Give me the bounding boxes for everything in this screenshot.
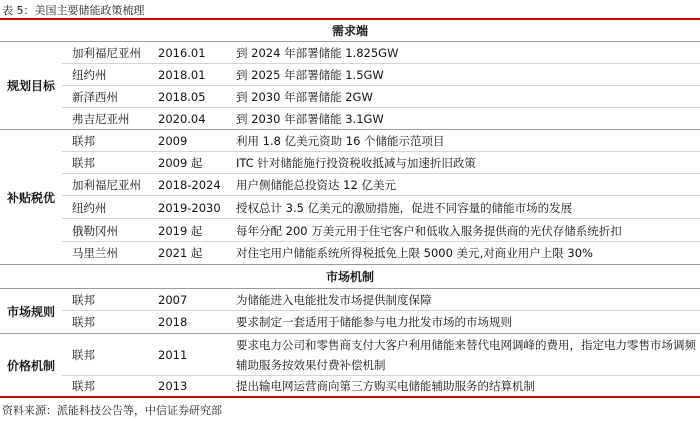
year-cell: 2018-2024 bbox=[158, 178, 221, 192]
bottom-rule bbox=[0, 396, 700, 398]
year-cell: 2019-2030 bbox=[158, 200, 221, 215]
category-market-rules: 市场规则 bbox=[6, 304, 55, 319]
section-header-market: 市场机制 bbox=[325, 269, 374, 284]
table-row bbox=[62, 108, 700, 129]
section-header-demand: 需求端 bbox=[331, 23, 368, 38]
description-cell: 提出输电网运营商向第三方购买电储能辅助服务的结算机制 bbox=[236, 379, 535, 393]
region-cell: 联邦 bbox=[72, 156, 95, 170]
category-price-mechanism: 价格机制 bbox=[6, 358, 55, 373]
description-cell: 为储能进入电能批发市场提供制度保障 bbox=[236, 293, 432, 307]
year-cell: 2009 bbox=[158, 134, 188, 148]
year-cell: 2018 bbox=[158, 315, 188, 329]
description-cell: 到 2030 年部署储能 3.1GW bbox=[236, 111, 384, 126]
year-cell: 2007 bbox=[158, 293, 188, 307]
table-row bbox=[62, 42, 700, 64]
description-cell: 到 2024 年部署储能 1.825GW bbox=[236, 46, 399, 60]
description-cell: 对住宅用户储能系统所得税抵免上限 5000 美元,对商业用户上限 30% bbox=[236, 246, 593, 260]
region-cell: 联邦 bbox=[72, 348, 95, 362]
region-cell: 纽约州 bbox=[72, 68, 107, 82]
region-cell: 俄勒冈州 bbox=[72, 223, 118, 238]
year-cell: 2016.01 bbox=[158, 46, 206, 60]
region-cell: 新泽西州 bbox=[72, 90, 118, 104]
year-cell: 2018.01 bbox=[158, 68, 206, 82]
table-row bbox=[62, 376, 700, 396]
table-row bbox=[62, 174, 700, 196]
table-row bbox=[62, 152, 700, 174]
table-row bbox=[62, 196, 700, 219]
year-cell: 2020.04 bbox=[158, 111, 206, 126]
table-row bbox=[62, 334, 700, 376]
region-cell: 加利福尼亚州 bbox=[72, 46, 141, 60]
year-cell: 2021 起 bbox=[158, 246, 203, 260]
description-cell: 要求电力公司和零售商支付大客户利用储能来替代电网调峰的费用，指定电力零售市场调频辅助服务按效果付费补偿机制 bbox=[236, 338, 696, 372]
table-row bbox=[62, 219, 700, 242]
region-cell: 联邦 bbox=[72, 134, 95, 148]
year-cell: 2009 起 bbox=[158, 156, 203, 170]
table-row bbox=[62, 289, 700, 311]
table-caption: 表 5：美国主要储能政策梳理 bbox=[2, 4, 145, 17]
year-cell: 2011 bbox=[158, 348, 188, 362]
year-cell: 2019 起 bbox=[158, 223, 203, 238]
description-cell: ITC 针对储能施行投资税收抵减与加速折旧政策 bbox=[236, 156, 476, 170]
description-cell: 授权总计 3.5 亿美元的激励措施，促进不同容量的储能市场的发展 bbox=[236, 200, 573, 215]
table-row bbox=[62, 311, 700, 333]
region-cell: 弗吉尼亚州 bbox=[72, 111, 130, 126]
region-cell: 马里兰州 bbox=[72, 246, 118, 260]
region-cell: 联邦 bbox=[72, 379, 95, 393]
region-cell: 加利福尼亚州 bbox=[72, 178, 141, 192]
table-row bbox=[62, 242, 700, 264]
region-cell: 联邦 bbox=[72, 293, 95, 307]
description-cell: 用户侧储能总投资达 12 亿美元 bbox=[236, 178, 396, 192]
description-cell: 到 2025 年部署储能 1.5GW bbox=[236, 68, 384, 82]
region-cell: 联邦 bbox=[72, 315, 95, 329]
table-row bbox=[62, 86, 700, 108]
source-note: 资料来源：派能科技公告等，中信证券研究部 bbox=[2, 404, 222, 417]
category-planning-targets: 规划目标 bbox=[6, 79, 55, 93]
description-cell: 利用 1.8 亿美元资助 16 个储能示范项目 bbox=[236, 134, 445, 148]
section-divider bbox=[0, 264, 700, 265]
year-cell: 2018.05 bbox=[158, 90, 206, 104]
table-row bbox=[62, 130, 700, 152]
description-cell: 到 2030 年部署储能 2GW bbox=[236, 90, 373, 104]
table-row bbox=[62, 64, 700, 86]
description-cell: 要求制定一套适用于储能参与电力批发市场的市场规则 bbox=[236, 315, 512, 329]
region-cell: 纽约州 bbox=[72, 200, 107, 215]
description-cell: 每年分配 200 万美元用于住宅客户和低收入服务提供商的光伏存储系统折扣 bbox=[236, 223, 622, 238]
year-cell: 2013 bbox=[158, 379, 188, 393]
category-subsidies-tax: 补贴税优 bbox=[6, 190, 55, 205]
